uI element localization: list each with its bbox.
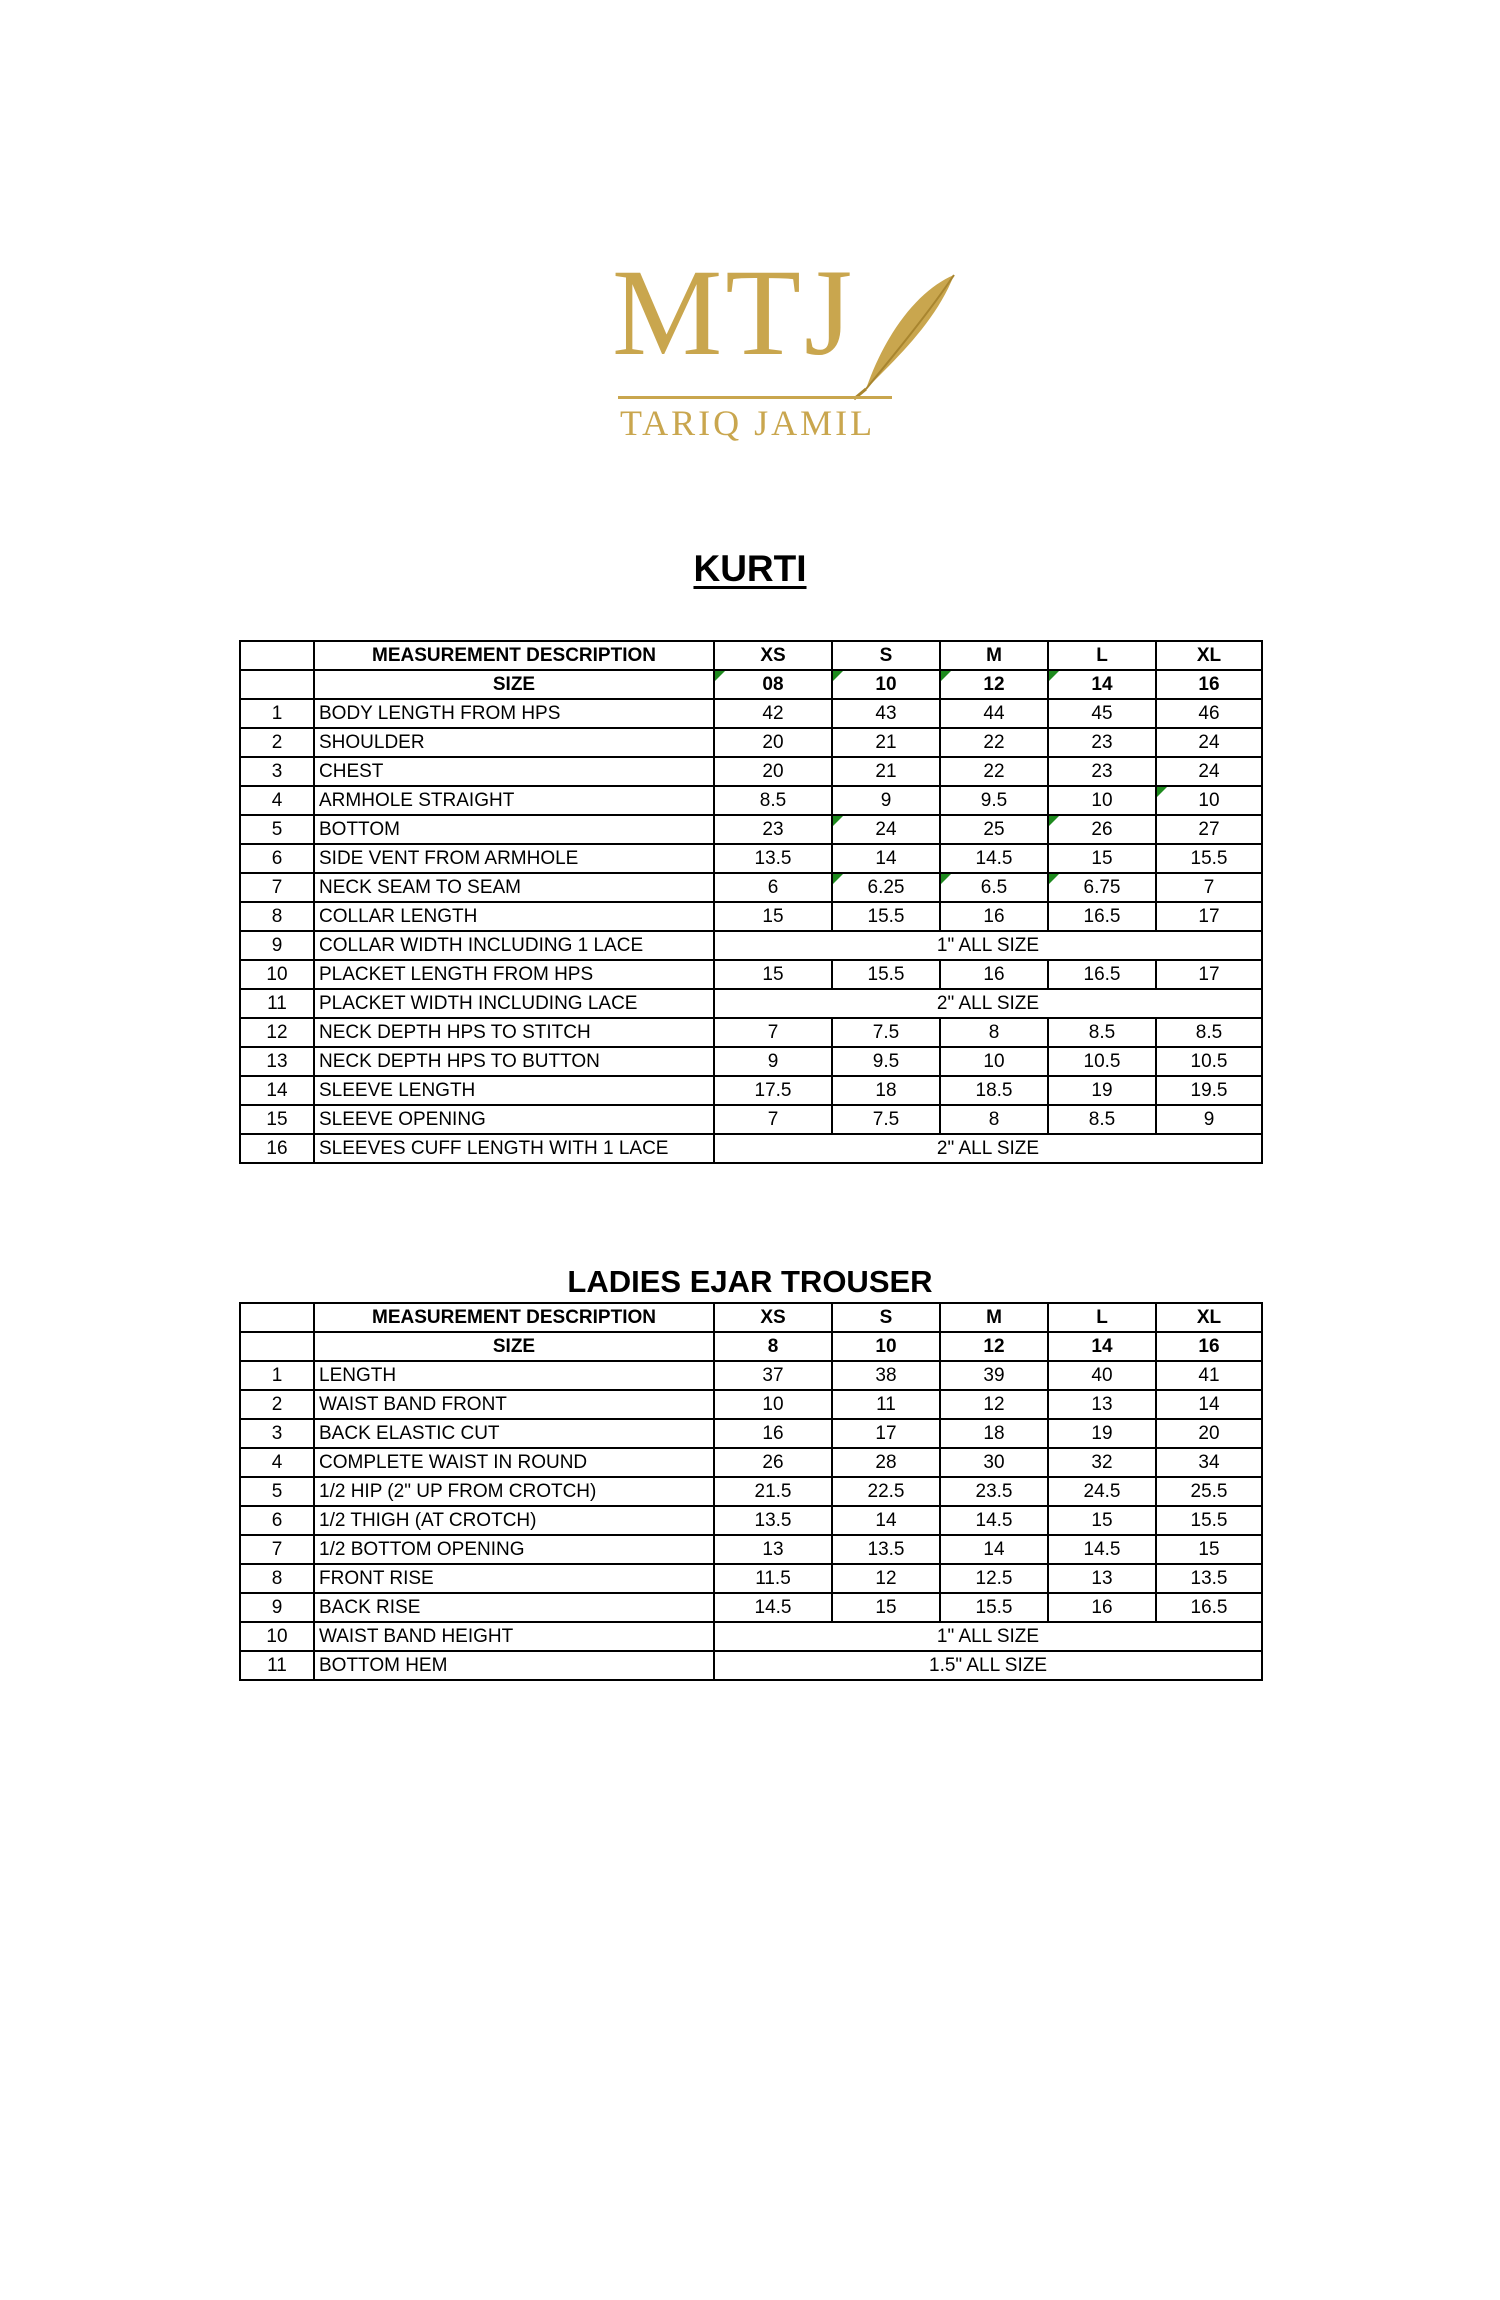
table-row: [240, 1105, 1262, 1134]
header-size-cell: L: [1048, 1303, 1156, 1332]
measurement-description-cell: 1/2 HIP (2" UP FROM CROTCH): [314, 1477, 714, 1506]
measurement-value-cell: 11.5: [714, 1564, 832, 1593]
row-number-cell: 4: [240, 1448, 314, 1477]
measurement-value-cell: 19.5: [1156, 1076, 1262, 1105]
row-number-cell: 1: [240, 1361, 314, 1390]
size-value-cell: 08: [714, 670, 832, 699]
measurement-description-cell: ARMHOLE STRAIGHT: [314, 786, 714, 815]
header-size-cell: M: [940, 641, 1048, 670]
measurement-value-cell: 15: [714, 902, 832, 931]
measurement-value-cell: 14.5: [1048, 1535, 1156, 1564]
measurement-value-cell: 15.5: [940, 1593, 1048, 1622]
measurement-description-cell: BACK ELASTIC CUT: [314, 1419, 714, 1448]
measurement-value-cell: 12: [832, 1564, 940, 1593]
comment-marker-icon: [1049, 671, 1059, 681]
measurement-description-cell: WAIST BAND FRONT: [314, 1390, 714, 1419]
measurement-value-cell: 20: [1156, 1419, 1262, 1448]
table-row: [240, 1622, 1262, 1651]
row-number-cell: 2: [240, 1390, 314, 1419]
measurement-value-cell: 22: [940, 728, 1048, 757]
measurement-value-cell: 9: [714, 1047, 832, 1076]
row-number-cell: [240, 1303, 314, 1332]
measurement-value-cell: 7: [714, 1105, 832, 1134]
row-number-cell: 10: [240, 1622, 314, 1651]
table-row: [240, 1564, 1262, 1593]
all-size-cell: 1" ALL SIZE: [714, 931, 1262, 960]
measurement-value-cell: 40: [1048, 1361, 1156, 1390]
measurement-description-cell: LENGTH: [314, 1361, 714, 1390]
measurement-description-cell: PLACKET WIDTH INCLUDING LACE: [314, 989, 714, 1018]
table-row: [240, 1506, 1262, 1535]
measurement-description-cell: PLACKET LENGTH FROM HPS: [314, 960, 714, 989]
brand-logo: [600, 244, 980, 455]
row-number-cell: 7: [240, 873, 314, 902]
measurement-description-cell: BODY LENGTH FROM HPS: [314, 699, 714, 728]
measurement-value-cell: 17: [1156, 960, 1262, 989]
measurement-value-cell: 13.5: [1156, 1564, 1262, 1593]
header-size-cell: XL: [1156, 641, 1262, 670]
measurement-value-cell: 10: [940, 1047, 1048, 1076]
row-number-cell: 9: [240, 931, 314, 960]
table-row: [240, 1419, 1262, 1448]
comment-marker-icon: [833, 671, 843, 681]
measurement-value-cell: 13: [1048, 1564, 1156, 1593]
row-number-cell: 4: [240, 786, 314, 815]
measurement-value-cell: 8.5: [714, 786, 832, 815]
all-size-cell: 1" ALL SIZE: [714, 1622, 1262, 1651]
measurement-value-cell: 6.75: [1048, 873, 1156, 902]
row-number-cell: 14: [240, 1076, 314, 1105]
measurement-value-cell: 16: [714, 1419, 832, 1448]
header-size-cell: S: [832, 641, 940, 670]
measurement-value-cell: 10: [1156, 786, 1262, 815]
brand-subtitle: TARIQ JAMIL: [620, 403, 876, 443]
size-value-cell: 16: [1156, 1332, 1262, 1361]
header-description-cell: MEASUREMENT DESCRIPTION: [314, 641, 714, 670]
table-row: [240, 1361, 1262, 1390]
size-label-cell: SIZE: [314, 670, 714, 699]
table-row: [240, 989, 1262, 1018]
table-row: [240, 786, 1262, 815]
row-number-cell: 5: [240, 815, 314, 844]
measurement-value-cell: 37: [714, 1361, 832, 1390]
measurement-description-cell: SLEEVE LENGTH: [314, 1076, 714, 1105]
size-value-cell: 10: [832, 1332, 940, 1361]
measurement-value-cell: 21.5: [714, 1477, 832, 1506]
measurement-value-cell: 14.5: [940, 844, 1048, 873]
measurement-value-cell: 13.5: [714, 1506, 832, 1535]
measurement-description-cell: SLEEVES CUFF LENGTH WITH 1 LACE: [314, 1134, 714, 1163]
size-row: [240, 1332, 1262, 1361]
trouser-title: LADIES EJAR TROUSER: [567, 1264, 933, 1299]
brand-name: MTJ: [612, 244, 856, 381]
measurement-description-cell: BACK RISE: [314, 1593, 714, 1622]
row-number-cell: 5: [240, 1477, 314, 1506]
measurement-description-cell: NECK SEAM TO SEAM: [314, 873, 714, 902]
comment-marker-icon: [1049, 816, 1059, 826]
header-size-cell: XL: [1156, 1303, 1262, 1332]
measurement-value-cell: 22.5: [832, 1477, 940, 1506]
measurement-value-cell: 19: [1048, 1076, 1156, 1105]
measurement-value-cell: 22: [940, 757, 1048, 786]
table-row: [240, 1535, 1262, 1564]
measurement-value-cell: 15: [714, 960, 832, 989]
row-number-cell: 16: [240, 1134, 314, 1163]
measurement-value-cell: 23: [1048, 757, 1156, 786]
row-number-cell: 3: [240, 757, 314, 786]
row-number-cell: 3: [240, 1419, 314, 1448]
measurement-value-cell: 8: [940, 1018, 1048, 1047]
measurement-value-cell: 24.5: [1048, 1477, 1156, 1506]
measurement-description-cell: COLLAR WIDTH INCLUDING 1 LACE: [314, 931, 714, 960]
measurement-value-cell: 38: [832, 1361, 940, 1390]
size-row: [240, 670, 1262, 699]
measurement-value-cell: 45: [1048, 699, 1156, 728]
measurement-description-cell: CHEST: [314, 757, 714, 786]
measurement-value-cell: 25: [940, 815, 1048, 844]
comment-marker-icon: [941, 671, 951, 681]
row-number-cell: [240, 641, 314, 670]
measurement-value-cell: 24: [1156, 728, 1262, 757]
trouser-size-table: [239, 1302, 1263, 1681]
measurement-value-cell: 23: [1048, 728, 1156, 757]
measurement-value-cell: 21: [832, 728, 940, 757]
measurement-value-cell: 6.25: [832, 873, 940, 902]
measurement-description-cell: COMPLETE WAIST IN ROUND: [314, 1448, 714, 1477]
row-number-cell: 1: [240, 699, 314, 728]
measurement-value-cell: 15.5: [1156, 844, 1262, 873]
measurement-value-cell: 10.5: [1048, 1047, 1156, 1076]
measurement-value-cell: 8.5: [1048, 1105, 1156, 1134]
kurti-title: KURTI: [693, 548, 807, 589]
measurement-value-cell: 44: [940, 699, 1048, 728]
measurement-value-cell: 15: [832, 1593, 940, 1622]
measurement-value-cell: 28: [832, 1448, 940, 1477]
row-number-cell: [240, 670, 314, 699]
measurement-value-cell: 46: [1156, 699, 1262, 728]
measurement-value-cell: 41: [1156, 1361, 1262, 1390]
table-row: [240, 931, 1262, 960]
comment-marker-icon: [1049, 874, 1059, 884]
size-value-cell: 14: [1048, 1332, 1156, 1361]
table-row: [240, 1477, 1262, 1506]
measurement-description-cell: SIDE VENT FROM ARMHOLE: [314, 844, 714, 873]
row-number-cell: 13: [240, 1047, 314, 1076]
measurement-description-cell: SHOULDER: [314, 728, 714, 757]
measurement-value-cell: 27: [1156, 815, 1262, 844]
measurement-value-cell: 12.5: [940, 1564, 1048, 1593]
measurement-value-cell: 32: [1048, 1448, 1156, 1477]
table-row: [240, 815, 1262, 844]
table-row: [240, 1593, 1262, 1622]
comment-marker-icon: [833, 874, 843, 884]
measurement-value-cell: 15.5: [832, 902, 940, 931]
measurement-value-cell: 16: [1048, 1593, 1156, 1622]
all-size-cell: 2" ALL SIZE: [714, 989, 1262, 1018]
measurement-value-cell: 16.5: [1048, 902, 1156, 931]
measurement-value-cell: 16.5: [1156, 1593, 1262, 1622]
size-value-cell: 10: [832, 670, 940, 699]
measurement-value-cell: 13.5: [714, 844, 832, 873]
measurement-value-cell: 14.5: [940, 1506, 1048, 1535]
header-description-cell: MEASUREMENT DESCRIPTION: [314, 1303, 714, 1332]
row-number-cell: 2: [240, 728, 314, 757]
measurement-value-cell: 11: [832, 1390, 940, 1419]
header-size-cell: S: [832, 1303, 940, 1332]
table-row: [240, 1047, 1262, 1076]
table-row: [240, 1651, 1262, 1680]
measurement-value-cell: 16: [940, 960, 1048, 989]
measurement-value-cell: 16.5: [1048, 960, 1156, 989]
measurement-value-cell: 12: [940, 1390, 1048, 1419]
comment-marker-icon: [833, 816, 843, 826]
table-row: [240, 1448, 1262, 1477]
measurement-value-cell: 14: [1156, 1390, 1262, 1419]
measurement-value-cell: 17: [1156, 902, 1262, 931]
measurement-value-cell: 20: [714, 757, 832, 786]
measurement-value-cell: 13: [1048, 1390, 1156, 1419]
measurement-description-cell: BOTTOM HEM: [314, 1651, 714, 1680]
measurement-value-cell: 14: [940, 1535, 1048, 1564]
measurement-value-cell: 20: [714, 728, 832, 757]
row-number-cell: 12: [240, 1018, 314, 1047]
row-number-cell: 11: [240, 989, 314, 1018]
table-row: [240, 960, 1262, 989]
measurement-value-cell: 9.5: [940, 786, 1048, 815]
measurement-description-cell: NECK DEPTH HPS TO BUTTON: [314, 1047, 714, 1076]
row-number-cell: 9: [240, 1593, 314, 1622]
measurement-description-cell: COLLAR LENGTH: [314, 902, 714, 931]
measurement-value-cell: 13: [714, 1535, 832, 1564]
measurement-description-cell: NECK DEPTH HPS TO STITCH: [314, 1018, 714, 1047]
measurement-value-cell: 19: [1048, 1419, 1156, 1448]
row-number-cell: 7: [240, 1535, 314, 1564]
table-row: [240, 699, 1262, 728]
measurement-value-cell: 15.5: [1156, 1506, 1262, 1535]
measurement-value-cell: 10.5: [1156, 1047, 1262, 1076]
row-number-cell: 6: [240, 1506, 314, 1535]
comment-marker-icon: [1157, 787, 1167, 797]
header-size-cell: L: [1048, 641, 1156, 670]
measurement-value-cell: 10: [714, 1390, 832, 1419]
measurement-value-cell: 14.5: [714, 1593, 832, 1622]
measurement-value-cell: 9: [832, 786, 940, 815]
comment-marker-icon: [715, 671, 725, 681]
all-size-cell: 2" ALL SIZE: [714, 1134, 1262, 1163]
measurement-value-cell: 21: [832, 757, 940, 786]
quill-icon: [850, 271, 960, 401]
table-row: [240, 873, 1262, 902]
measurement-value-cell: 10: [1048, 786, 1156, 815]
measurement-value-cell: 6: [714, 873, 832, 902]
size-value-cell: 12: [940, 1332, 1048, 1361]
measurement-value-cell: 42: [714, 699, 832, 728]
brand-divider: [618, 396, 892, 399]
size-value-cell: 12: [940, 670, 1048, 699]
measurement-value-cell: 7.5: [832, 1018, 940, 1047]
table-header-row: [240, 1303, 1262, 1332]
measurement-value-cell: 15: [1048, 844, 1156, 873]
measurement-value-cell: 25.5: [1156, 1477, 1262, 1506]
measurement-value-cell: 7: [1156, 873, 1262, 902]
measurement-value-cell: 13.5: [832, 1535, 940, 1564]
row-number-cell: 8: [240, 902, 314, 931]
row-number-cell: 6: [240, 844, 314, 873]
measurement-description-cell: 1/2 THIGH (AT CROTCH): [314, 1506, 714, 1535]
measurement-value-cell: 34: [1156, 1448, 1262, 1477]
measurement-value-cell: 14: [832, 844, 940, 873]
measurement-value-cell: 17: [832, 1419, 940, 1448]
measurement-description-cell: 1/2 BOTTOM OPENING: [314, 1535, 714, 1564]
row-number-cell: [240, 1332, 314, 1361]
size-value-cell: 14: [1048, 670, 1156, 699]
measurement-value-cell: 23: [714, 815, 832, 844]
table-row: [240, 728, 1262, 757]
measurement-value-cell: 9: [1156, 1105, 1262, 1134]
measurement-value-cell: 9.5: [832, 1047, 940, 1076]
measurement-value-cell: 18: [832, 1076, 940, 1105]
row-number-cell: 10: [240, 960, 314, 989]
measurement-value-cell: 7: [714, 1018, 832, 1047]
measurement-value-cell: 14: [832, 1506, 940, 1535]
measurement-description-cell: BOTTOM: [314, 815, 714, 844]
table-header-row: [240, 641, 1262, 670]
header-size-cell: XS: [714, 641, 832, 670]
kurti-size-table: [239, 640, 1263, 1164]
measurement-value-cell: 26: [1048, 815, 1156, 844]
measurement-value-cell: 18: [940, 1419, 1048, 1448]
measurement-value-cell: 26: [714, 1448, 832, 1477]
row-number-cell: 11: [240, 1651, 314, 1680]
measurement-value-cell: 6.5: [940, 873, 1048, 902]
table-row: [240, 1018, 1262, 1047]
measurement-description-cell: FRONT RISE: [314, 1564, 714, 1593]
table-row: [240, 757, 1262, 786]
measurement-description-cell: SLEEVE OPENING: [314, 1105, 714, 1134]
measurement-value-cell: 30: [940, 1448, 1048, 1477]
row-number-cell: 15: [240, 1105, 314, 1134]
table-row: [240, 902, 1262, 931]
measurement-value-cell: 24: [832, 815, 940, 844]
measurement-value-cell: 7.5: [832, 1105, 940, 1134]
table-row: [240, 844, 1262, 873]
measurement-value-cell: 15.5: [832, 960, 940, 989]
size-label-cell: SIZE: [314, 1332, 714, 1361]
table-row: [240, 1076, 1262, 1105]
measurement-value-cell: 16: [940, 902, 1048, 931]
row-number-cell: 8: [240, 1564, 314, 1593]
table-row: [240, 1390, 1262, 1419]
measurement-value-cell: 39: [940, 1361, 1048, 1390]
measurement-value-cell: 24: [1156, 757, 1262, 786]
measurement-description-cell: WAIST BAND HEIGHT: [314, 1622, 714, 1651]
measurement-value-cell: 8.5: [1048, 1018, 1156, 1047]
measurement-value-cell: 43: [832, 699, 940, 728]
header-size-cell: M: [940, 1303, 1048, 1332]
measurement-value-cell: 15: [1156, 1535, 1262, 1564]
comment-marker-icon: [941, 874, 951, 884]
measurement-value-cell: 15: [1048, 1506, 1156, 1535]
size-value-cell: 8: [714, 1332, 832, 1361]
measurement-value-cell: 17.5: [714, 1076, 832, 1105]
measurement-value-cell: 8: [940, 1105, 1048, 1134]
all-size-cell: 1.5" ALL SIZE: [714, 1651, 1262, 1680]
measurement-value-cell: 18.5: [940, 1076, 1048, 1105]
measurement-value-cell: 8.5: [1156, 1018, 1262, 1047]
table-row: [240, 1134, 1262, 1163]
header-size-cell: XS: [714, 1303, 832, 1332]
measurement-value-cell: 23.5: [940, 1477, 1048, 1506]
size-value-cell: 16: [1156, 670, 1262, 699]
